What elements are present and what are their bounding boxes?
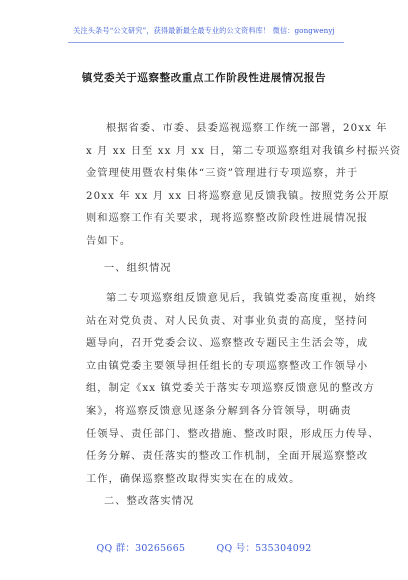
section-heading-rectification: 二、整改落实情况 [104, 496, 195, 507]
paragraph-line: x 月 xx 日至 xx 月 xx 日，第二专项巡察组对我镇乡村振兴资 [86, 145, 402, 157]
footer-contact [0, 540, 408, 554]
paragraph-line: 任领导、责任部门、整改措施、整改时限，形成压力传导、 [86, 428, 380, 440]
paragraph-intro [86, 118, 402, 254]
paragraph-line: 则和巡察工作有关要求，现将巡察整改阶段性进展情况报 [86, 213, 369, 225]
paragraph-line: 工作，确保巡察整改取得实实在在的成效。 [86, 473, 301, 485]
paragraph-line: 案》，将巡察反馈意见逐条分解到各分管领导，明确责 [86, 405, 352, 417]
header-divider [68, 42, 344, 43]
footer-qq-number: QQ 号：535304092 [216, 543, 312, 554]
section-heading-organization: 一、组织情况 [104, 263, 172, 274]
paragraph-line: 金管理使用暨农村集体“三资”管理进行专项巡察，并于 [86, 168, 359, 180]
header-promo-note: 关注头条号“公文研究”，获得最新最全最专业的公文资料库！ 微信：gongwenyj [73, 26, 335, 35]
paragraph-line: 组，制定《xx 镇党委关于落实专项巡察反馈意见的整改方 [86, 383, 375, 395]
paragraph-organization [86, 288, 380, 491]
paragraph-line: 站在对党负责、对人民负责、对事业负责的高度，坚持问 [86, 315, 369, 327]
paragraph-line: 20xx 年 xx 月 xx 日将巡察意见反馈我镇。按照党务公开原 [86, 190, 390, 202]
paragraph-line: 告如下。 [86, 235, 132, 247]
paragraph-line: 题导向，召开党委会议、巡察整改专题民主生活会等，成 [86, 338, 369, 350]
paragraph-line: 第二专项巡察组反馈意见后，我镇党委高度重视，始终 [106, 293, 377, 304]
paragraph-line: 立由镇党委主要领导担任组长的专项巡察整改工作领导小 [86, 360, 369, 372]
paragraph-line: 根据省委、市委、县委巡视巡察工作统一部署，20xx 年 [106, 123, 388, 134]
document-title: 镇党委关于巡察整改重点工作阶段性进展情况报告 [81, 72, 327, 84]
footer-qq-group: QQ 群：30265665 [96, 543, 186, 554]
paragraph-line: 任务分解、责任落实的整改工作机制，全面开展巡察整改 [86, 451, 369, 463]
